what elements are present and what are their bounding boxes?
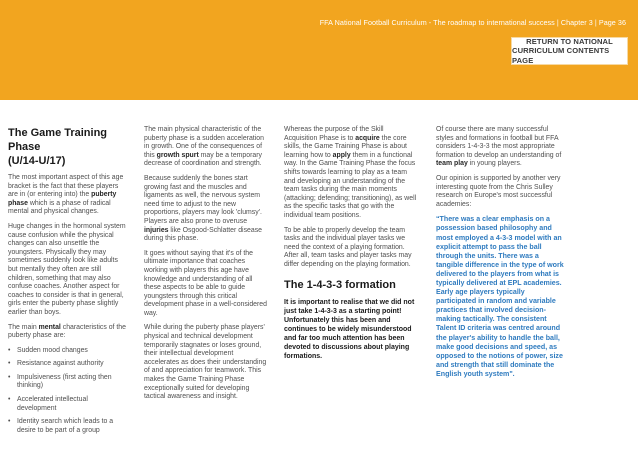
paragraph: Whereas the purpose of the Skill Acquisition Phase is to acquire the core skills, the Game Training Phase is about learning how to apply them in a functional way. In the Game Training Phase the focus shifts towards learning to play as a team and developing an understanding of the team tasks during the main moments (attacking; defending; transitioning), as well as the specific tasks that go with the individual team positions. — [284, 126, 417, 219]
paragraph: It goes without saying that it's of the ultimate importance that coaches working with players this age have knowledge and understanding of all these aspects to be able to guide youngsters through this critical development phase in a well-considered way. — [144, 249, 267, 317]
paragraph: Huge changes in the hormonal system cause confusion while the physical changes can also unsettle the youngsters. Physically they may sometimes suddenly look like adults but mentally they often are still children, something that may also confuse coaches. Another aspect for coaches to consider is that in general, girls enter the puberty phase slightly earlier than boys. — [8, 222, 126, 316]
column-3 — [284, 126, 418, 367]
paragraph: To be able to properly develop the team tasks and the individual player tasks we need the context of a playing formation. After all, team tasks and player tasks may differ depending on the playing formation. — [284, 226, 412, 268]
paragraph: The main physical characteristic of the puberty phase is a sudden acceleration in growth. One of the consequences of this growth spurt may be a temporary decrease of coordination and strength. — [144, 126, 264, 168]
paragraph: Of course there are many successful styles and formations in football but FFA considers 1-4-3-3 the most appropriate formation to develop an understanding of team play in young players. — [436, 126, 562, 168]
formation-heading: The 1-4-3-3 formation — [284, 278, 396, 291]
paragraph: Our opinion is supported by another very interesting quote from the Chris Sulley research on Europe's most successful academies: — [436, 174, 561, 208]
mental-characteristics-list — [8, 347, 129, 436]
column-4 — [436, 126, 566, 385]
paragraph: The most important aspect of this age bracket is the fact that these players are in (or entering into) the puberty phase which is a phase of radical mental and physical changes. — [8, 174, 124, 216]
breadcrumb: FFA National Football Curriculum - The roadmap to international success | Chapter 3 | Page 36 — [319, 18, 626, 27]
list-item: • Accelerated intellectual development — [8, 396, 129, 413]
list-item: • Impulsiveness (first acting then thinking) — [8, 374, 129, 391]
return-button-line1: RETURN TO NATIONAL — [526, 36, 613, 46]
list-item: • Resistance against authority — [8, 360, 129, 369]
title-line-2: (U/14-U/17) — [8, 155, 66, 167]
research-quote: “There was a clear emphasis on a possession based philosophy and most employed a 4-3-3 model with an explicit attempt to pass the ball through the units. There was a tangible difference in the type of work delivered to the players from what is typically delivered at EPL academies. Early age players typically participated in random and variable practices that involved decision-making tactically. The consistent Talent ID criteria was centred around the player's ability to handle the ball, make good decisions and speed, as opposed to the notions of power, size and strength that still dominate the English youth system". — [436, 215, 564, 378]
return-to-contents-button[interactable] — [511, 37, 628, 65]
return-button-line2: CURRICULUM CONTENTS PAGE — [512, 46, 610, 65]
list-item: • Identity search which leads to a desire to be part of a group — [8, 418, 129, 435]
section-title — [8, 126, 129, 168]
column-1 — [8, 126, 129, 440]
column-2 — [144, 126, 268, 408]
title-line-1: The Game Training Phase — [8, 127, 108, 153]
list-item: • Sudden mood changes — [8, 347, 129, 356]
paragraph: While during the puberty phase players' physical and technical development temporarily stagnates or loses ground, their intellectual development accelerates as does their understanding of and appreciation for teamwork. This makes the Game Training Phase exceptionally suited for developing tactical awareness and insight. — [144, 324, 267, 401]
paragraph: Because suddenly the bones start growing fast and the muscles and ligaments as well, the nervous system need time to adjust to the new proportions, players may look 'clumsy'. Players are also prone to overuse injuries like Osgood-Schlatter disease during this phase. — [144, 174, 262, 243]
paragraph: The main mental characteristics of the puberty phase are: — [8, 323, 126, 340]
formation-note: It is important to realise that we did not just take 1-4-3-3 as a starting point! Unfortunately this has been and continues to be widely misunderstood and far too much attention has been devoted to discussions about playing formations. — [284, 298, 415, 360]
